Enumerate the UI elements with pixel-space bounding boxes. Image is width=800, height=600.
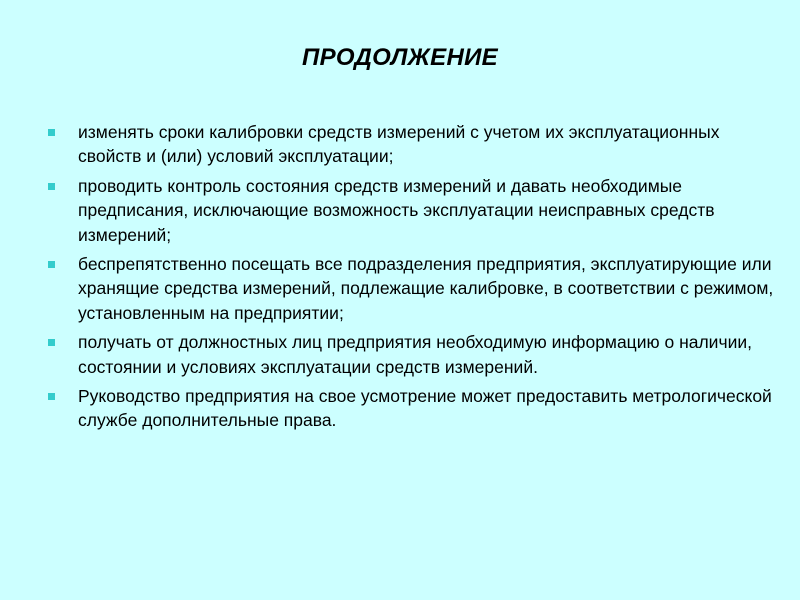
slide-title: ПРОДОЛЖЕНИЕ <box>302 44 498 71</box>
square-bullet-icon <box>48 183 55 190</box>
bullet-list <box>48 120 778 438</box>
bullet-item <box>48 330 778 379</box>
bullet-item <box>48 174 778 247</box>
bullet-text: изменять сроки калибровки средств измерений с учетом их эксплуатационных свойств и (или) условий эксплуатации; <box>78 122 720 167</box>
square-bullet-icon <box>48 129 55 136</box>
bullet-text: получать от должностных лиц предприятия необходимую информацию о наличии, состоянии и условиях эксплуатации средств измерений. <box>78 332 752 377</box>
bullet-item <box>48 384 778 433</box>
bullet-text: Руководство предприятия на свое усмотрение может предоставить метрологической службе дополнительные права. <box>78 386 772 431</box>
square-bullet-icon <box>48 339 55 346</box>
bullet-item <box>48 252 778 325</box>
bullet-text: проводить контроль состояния средств измерений и давать необходимые предписания, исключающие возможность эксплуатации неисправных средств измерений; <box>78 175 715 245</box>
bullet-text: беспрепятственно посещать все подразделения предприятия, эксплуатирующие или хранящие средства измерений, подлежащие калибровке, в соответствии с режимом, установленным на предприятии; <box>78 254 774 323</box>
square-bullet-icon <box>48 393 55 400</box>
bullet-item <box>48 120 778 169</box>
square-bullet-icon <box>48 261 55 268</box>
